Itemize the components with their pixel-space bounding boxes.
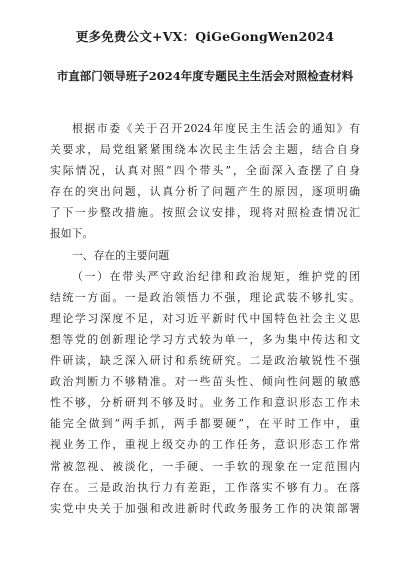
document-title: 市直部门领导班子2024年度专题民主生活会对照检查材料 xyxy=(56,69,354,83)
text-line: （一）在带头严守政治纪律和政治规矩，维护党的团 xyxy=(72,269,360,283)
text-line: 视业务工作，重视上级交办的工作任务，意识形态工作常 xyxy=(50,438,360,452)
text-line: 实际情况，认真对照“四个带头”，全面深入查摆了自身 xyxy=(50,164,360,178)
text-line: 存在。三是政治执行力有差距，工作落实不够有力。在落 xyxy=(50,480,360,494)
section-heading xyxy=(50,245,360,266)
text-line: 实党中央关于加强和改进新时代政务服务工作的决策部署 xyxy=(50,501,360,515)
text-line: 政治判断力不够精准。对一些苗头性、倾向性问题的敏感 xyxy=(50,375,360,389)
paragraph-intro xyxy=(50,118,360,245)
text-line: 根据市委《关于召开2024年度民主生活会的通知》有 xyxy=(72,122,360,135)
text-line: 想等党的创新理论学习方式较为单一，多为集中传达和文 xyxy=(50,332,360,346)
document-body xyxy=(50,118,360,519)
text-line: 能完全做到“两手抓，两手都要硬”，在平时工作中，重 xyxy=(50,417,360,431)
header-banner: 更多免费公文+VX：QiGeGongWen2024 xyxy=(75,29,335,44)
text-line: 理论学习深度不足，对习近平新时代中国特色社会主义思 xyxy=(50,311,360,325)
text-line: 报如下。 xyxy=(50,227,94,241)
text-line: 件研读，缺乏深入研讨和系统研究。二是政治敏锐性不强 xyxy=(50,354,360,368)
text-line: 性不够，分析研判不够及时。业务工作和意识形态工作未 xyxy=(50,396,360,410)
paragraph-problems xyxy=(50,266,360,519)
text-line: 存在的突出问题，认真分析了问题产生的原因，逐项明确 xyxy=(50,185,360,199)
heading-line: 一、存在的主要问题 xyxy=(72,248,170,262)
text-line: 了下一步整改措施。按照会议安排，现将对照检查情况汇 xyxy=(50,206,360,220)
text-line: 结统一方面。一是政治领悟力不强，理论武装不够扎实。 xyxy=(50,290,360,304)
text-line: 关要求，局党组紧紧围绕本次民主生活会主题，结合自身 xyxy=(50,143,360,157)
text-line: 常被忽视、被淡化，一手硬、一手软的现象在一定范围内 xyxy=(50,459,360,473)
